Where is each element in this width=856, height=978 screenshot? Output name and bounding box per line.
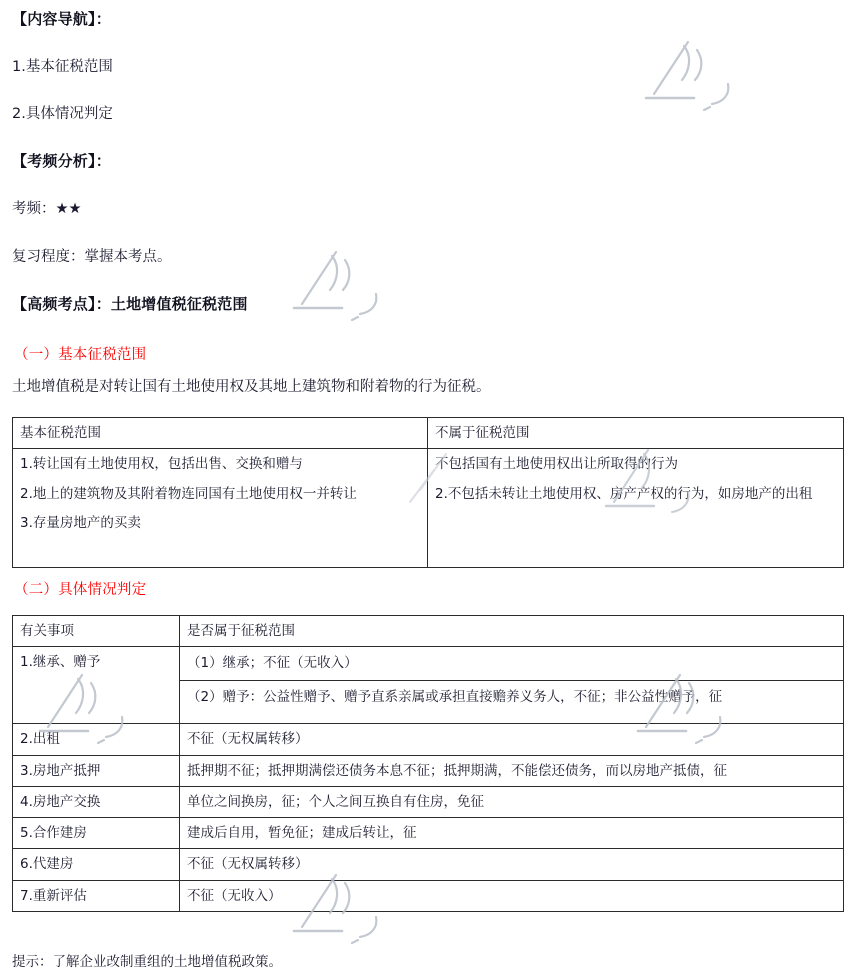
scope-header-left: 基本征税范围 <box>13 418 428 449</box>
table-row <box>13 616 844 647</box>
table-row <box>180 680 843 713</box>
section-one-heading: （一）基本征税范围 <box>14 347 147 363</box>
case-item-agency-build: 6.代建房 <box>13 849 180 880</box>
scope-excluded-item: 不包括国有土地使用权出让所取得的行为 <box>435 456 678 473</box>
case-judgement-cooperative-build: 建成后自用，暂免征；建成后转让，征 <box>180 818 844 849</box>
case-item-inheritance-gift: 1.继承、赠予 <box>13 647 180 724</box>
case-item-mortgage: 3.房地产抵押 <box>13 755 180 786</box>
table-row <box>13 849 844 880</box>
scope-included-item: 3.存量房地产的买卖 <box>20 514 141 531</box>
tip-line: 提示：了解企业改制重组的土地增值税政策。 <box>12 954 282 970</box>
content-nav-heading: 【内容导航】： <box>12 10 111 28</box>
scope-included-item: 2.地上的建筑物及其附着物连同国有土地使用权一并转让 <box>20 485 357 502</box>
case-sub-table <box>180 647 843 713</box>
nav-item-2: 2.具体情况判定 <box>12 106 113 122</box>
case-sub-judgement: （2）赠予：公益性赠予、赠予直系亲属或承担直接赡养义务人，不征；非公益性赠予，征 <box>187 688 723 705</box>
table-row <box>13 647 844 724</box>
review-level-line: 复习程度：掌握本考点。 <box>12 249 172 265</box>
case-judgement-revaluation: 不征（无收入） <box>180 880 844 911</box>
case-header-judgement: 是否属于征税范围 <box>180 616 844 647</box>
case-judgement-lease: 不征（无权属转移） <box>180 724 844 755</box>
table-row <box>13 449 844 568</box>
high-frequency-point-heading: 【高频考点】：土地增值税征税范围 <box>12 295 248 313</box>
nav-item-1: 1.基本征税范围 <box>12 59 113 75</box>
section-two-heading: （二）具体情况判定 <box>14 582 147 598</box>
exam-frequency-rating: 考频：★★ <box>12 201 82 217</box>
case-item-exchange: 4.房地产交换 <box>13 786 180 817</box>
frequency-analysis-heading: 【考频分析】： <box>12 152 111 170</box>
section-one-paragraph: 土地增值税是对转让国有土地使用权及其地上建筑物和附着物的行为征税。 <box>12 379 491 395</box>
case-item-lease: 2.出租 <box>13 724 180 755</box>
scope-included-item: 1.转让国有土地使用权，包括出售、交换和赠与 <box>20 456 303 473</box>
scope-cell-excluded <box>428 449 844 568</box>
watermark-mark <box>640 22 760 127</box>
table-row <box>13 724 844 755</box>
table-row <box>180 647 843 680</box>
table-row <box>13 818 844 849</box>
case-item-cooperative-build: 5.合作建房 <box>13 818 180 849</box>
scope-header-right: 不属于征税范围 <box>428 418 844 449</box>
scope-excluded-item: 2.不包括未转让土地使用权、房产产权的行为，如房地产的出租 <box>435 485 813 502</box>
case-judgement-exchange: 单位之间换房，征；个人之间互换自有住房，免征 <box>180 786 844 817</box>
scope-cell-included <box>13 449 428 568</box>
case-item-revaluation: 7.重新评估 <box>13 880 180 911</box>
case-judgement-mortgage: 抵押期不征；抵押期满偿还债务本息不征；抵押期满，不能偿还债务，而以房地产抵债，征 <box>180 755 844 786</box>
watermark-mark <box>288 232 408 337</box>
table-row <box>13 786 844 817</box>
table-row <box>13 880 844 911</box>
case-judgement-inheritance-gift <box>180 647 844 724</box>
case-sub-judgement: （1）继承；不征（无收入） <box>180 647 843 680</box>
case-header-item: 有关事项 <box>13 616 180 647</box>
case-judgement-agency-build: 不征（无权属转移） <box>180 849 844 880</box>
table-case-judgement <box>12 615 844 912</box>
table-row <box>13 755 844 786</box>
table-row <box>13 418 844 449</box>
table-basic-scope <box>12 417 844 568</box>
